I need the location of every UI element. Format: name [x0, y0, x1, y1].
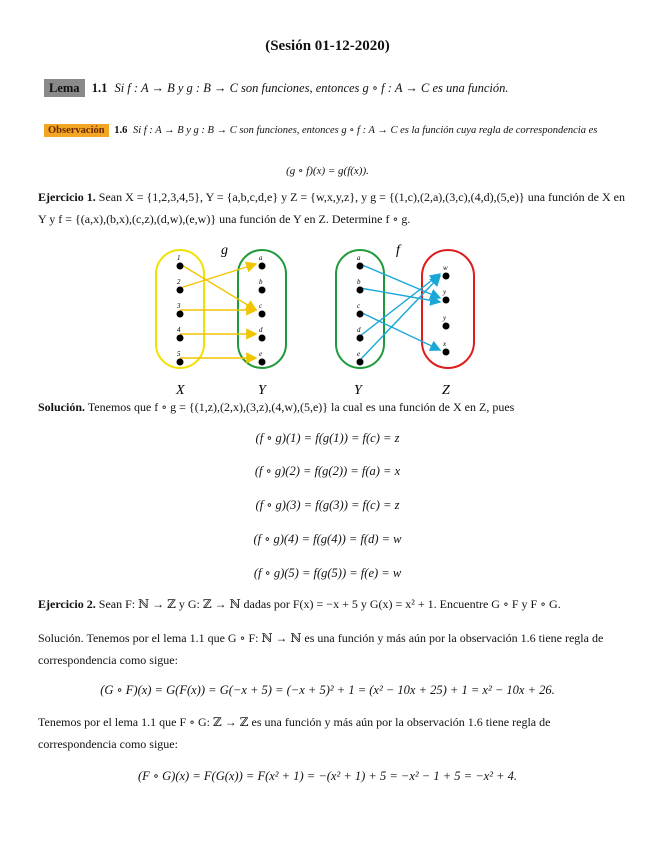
- svg-text:a: a: [357, 254, 361, 262]
- ejercicio-2-label: Ejercicio 2.: [38, 597, 96, 611]
- solucion-2-text-1: Solución. Tenemos por el lema 1.1 que G ∘ F: ℕ → ℕ es una función y más aún por la observación 1.6 tiene regla de correspondencia como sigue:: [38, 631, 604, 667]
- set-z-elements: [442, 264, 450, 356]
- svg-text:3: 3: [177, 302, 181, 310]
- f-arrow-d: [360, 274, 440, 336]
- svg-text:2: 2: [177, 278, 181, 286]
- svg-text:d: d: [357, 326, 361, 334]
- lema-label: Lema: [44, 79, 85, 97]
- svg-text:a: a: [259, 254, 263, 262]
- ejercicio-1: [38, 186, 628, 230]
- svg-text:e: e: [357, 350, 361, 358]
- solucion-1-label: Solución.: [38, 400, 86, 414]
- svg-text:c: c: [259, 302, 263, 310]
- g-label: g: [221, 243, 228, 258]
- g-arrow-2-a: [180, 264, 256, 288]
- solucion-1-line-3: (f ∘ g)(3) = f(g(3)) = f(c) = z: [255, 498, 400, 512]
- svg-text:x: x: [443, 340, 447, 348]
- observacion-label: Observación: [44, 124, 109, 137]
- set-y2-label: Y: [354, 383, 362, 398]
- svg-text:c: c: [357, 302, 361, 310]
- set-z-label: Z: [442, 383, 450, 398]
- svg-text:5: 5: [177, 350, 181, 358]
- f-arrow-b: [360, 288, 440, 302]
- solucion-1: [38, 396, 628, 418]
- ejercicio-2-text: Sean F: ℕ → ℤ y G: ℤ → ℕ dadas por F(x) = −x + 5 y G(x) = x² + 1. Encuentre G ∘ F y F ∘ G.: [98, 597, 561, 611]
- lema-block: [44, 80, 509, 96]
- f-arrow-a: [360, 264, 440, 298]
- solucion-1-line-5: (f ∘ g)(5) = f(g(5)) = f(e) = w: [253, 566, 402, 580]
- observacion-text: Si f : A → B y g : B → C son funciones, entonces g ∘ f : A → C es la función cuya regla de correspondencia es: [132, 125, 598, 136]
- lema-number: 1.1: [91, 81, 108, 95]
- solucion-1-line-4: (f ∘ g)(4) = f(g(4)) = f(d) = w: [253, 532, 402, 546]
- observacion-number: 1.6: [114, 125, 128, 136]
- function-diagram: [140, 238, 480, 398]
- ejercicio-1-label: Ejercicio 1.: [38, 190, 96, 204]
- svg-text:b: b: [259, 278, 263, 286]
- svg-text:y: y: [443, 314, 447, 322]
- svg-text:e: e: [259, 350, 263, 358]
- svg-text:d: d: [259, 326, 263, 334]
- observacion-formula: (g ∘ f)(x) = g(f(x)).: [286, 165, 369, 177]
- ejercicio-2: [38, 593, 628, 615]
- observacion-block: [44, 124, 619, 138]
- g-arrow-1-c: [180, 264, 256, 310]
- page-title: (Sesión 01-12-2020): [265, 38, 390, 54]
- solucion-2-text-2: Tenemos por el lema 1.1 que F ∘ G: ℤ → ℤ es una función y más aún por la observación 1.6 tiene regla de correspondencia como sigue:: [38, 715, 551, 751]
- f-label: f: [396, 243, 400, 258]
- svg-text:b: b: [357, 278, 361, 286]
- solucion-1-text: Tenemos que f ∘ g = {(1,z),(2,x),(3,z),(4,w),(5,e)} la cual es una función de X en Z, pues: [87, 400, 515, 414]
- svg-text:1: 1: [177, 254, 181, 262]
- solucion-2-formula-1: (G ∘ F)(x) = G(F(x)) = G(−x + 5) = (−x + 5)² + 1 = (x² − 10x + 25) + 1 = x² − 10x + 26.: [100, 683, 555, 697]
- svg-text:w: w: [443, 264, 448, 272]
- set-y2-elements: [357, 254, 364, 366]
- solucion-1-line-1: (f ∘ g)(1) = f(g(1)) = f(c) = z: [255, 431, 400, 445]
- lema-text: Si f : A → B y g : B → C son funciones, entonces g ∘ f : A → C es una función.: [114, 81, 509, 95]
- svg-text:y: y: [443, 288, 447, 296]
- solucion-2-formula-2: (F ∘ G)(x) = F(G(x)) = F(x² + 1) = −(x² + 1) + 5 = −x² − 1 + 5 = −x² + 4.: [137, 769, 518, 783]
- ejercicio-1-text: Sean X = {1,2,3,4,5}, Y = {a,b,c,d,e} y Z = {w,x,y,z}, y g = {(1,c),(2,a),(3,c),(4,d),(5,e)} una función de X en Y y f = {(a,x),(b,x),(c,z),(d,w),(e,w)} una función de Y en Z. Determine f ∘ g.: [38, 190, 625, 226]
- set-y-elements: [259, 254, 266, 366]
- set-y-label: Y: [258, 383, 266, 398]
- solucion-1-line-2: (f ∘ g)(2) = f(g(2)) = f(a) = x: [254, 464, 401, 478]
- svg-text:4: 4: [177, 326, 181, 334]
- set-x-label: X: [176, 383, 185, 398]
